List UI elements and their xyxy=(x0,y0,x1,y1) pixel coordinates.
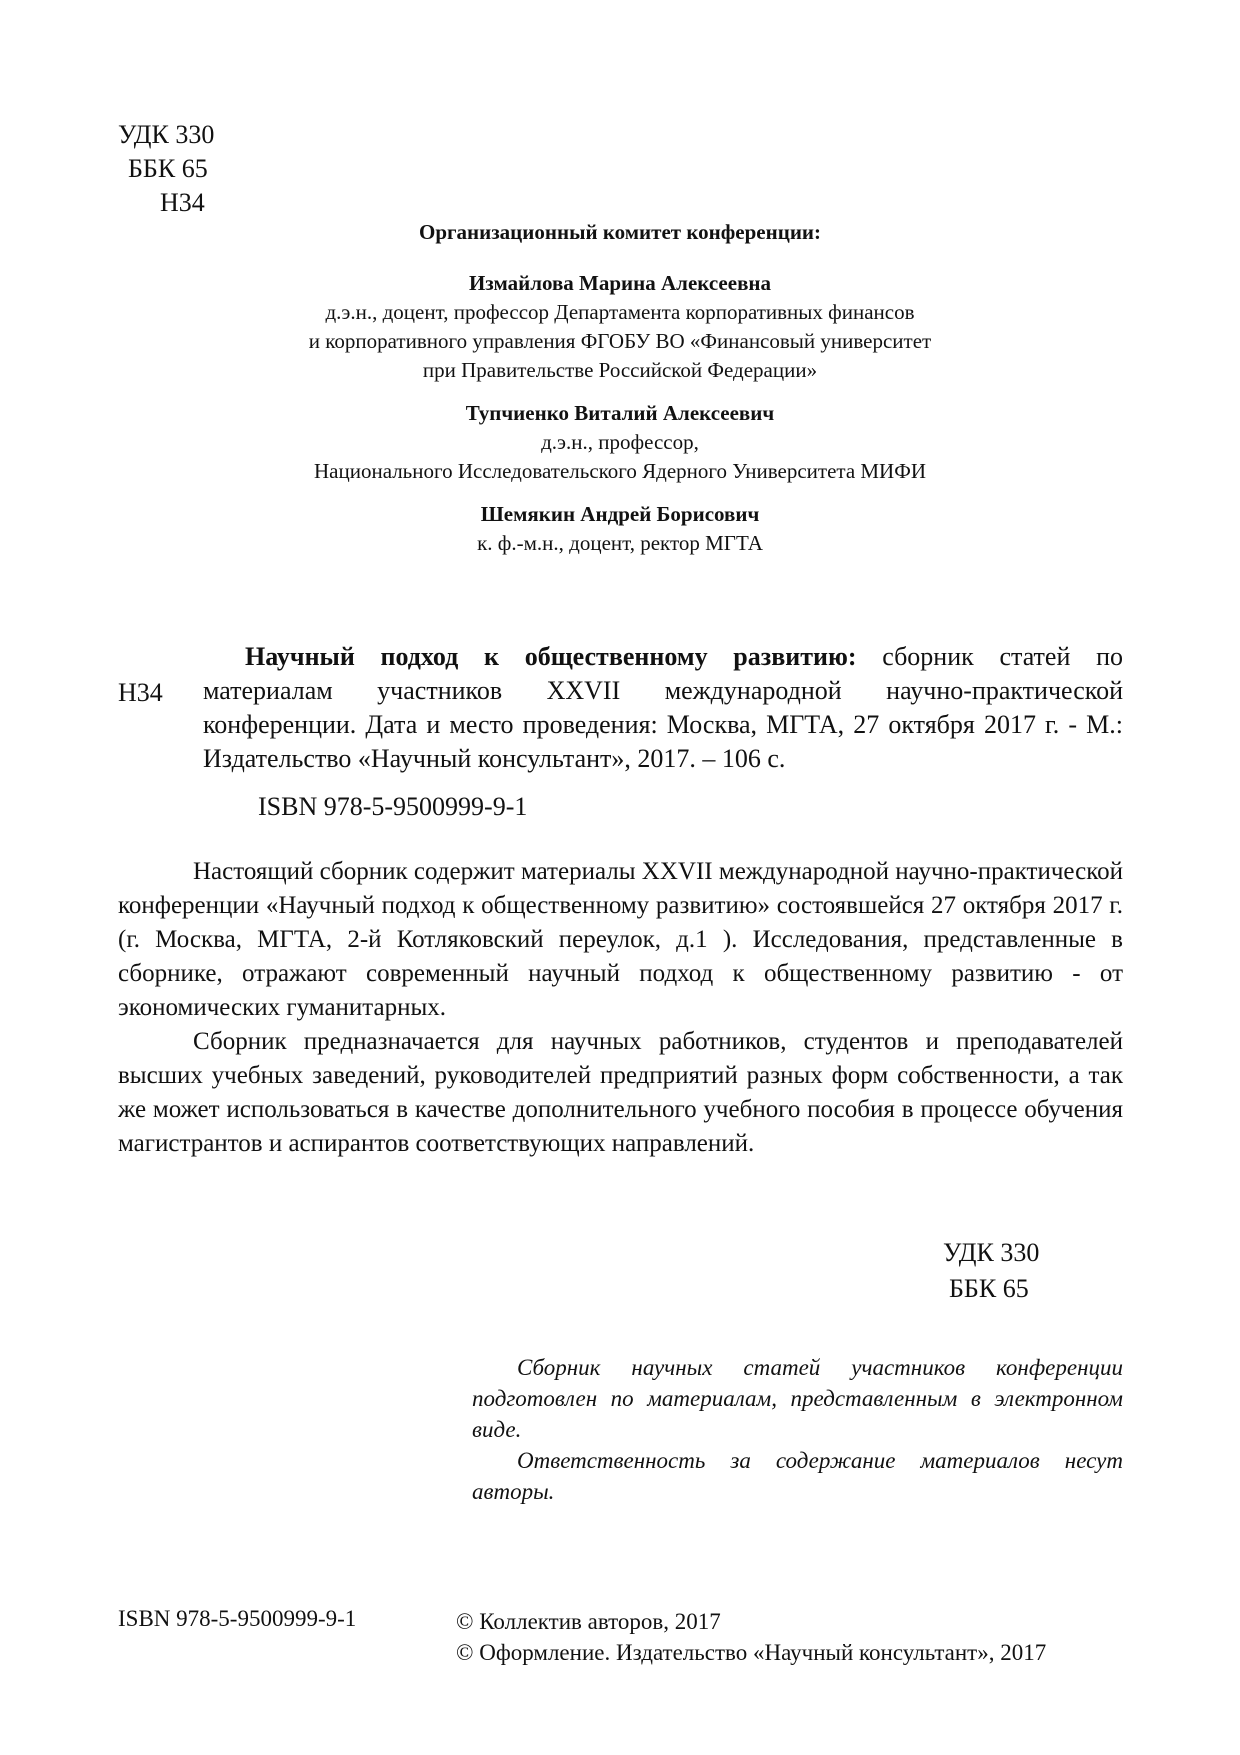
udk-code: УДК 330 xyxy=(943,1238,1040,1267)
member-affiliation-line: и корпоративного управления ФГОБУ ВО «Финансовый университет xyxy=(308,329,932,353)
footer-isbn: ISBN 978-5-9500999-9-1 xyxy=(118,1606,357,1631)
committee-member xyxy=(200,500,1040,558)
member-affiliation-line: Национального Исследовательского Ядерного Университета МИФИ xyxy=(314,459,926,483)
committee-member xyxy=(200,399,1040,486)
member-name: Тупчиенко Виталий Алексеевич xyxy=(465,401,775,425)
note-paragraph: Ответственность за содержание материалов несут авторы. xyxy=(472,1448,1123,1504)
bbk-code: ББК 65 xyxy=(949,1274,1029,1303)
bbk-code: ББК 65 xyxy=(128,154,208,183)
editorial-note xyxy=(472,1352,1123,1507)
organizing-committee xyxy=(200,218,1040,572)
annotation xyxy=(118,855,1123,1161)
bibliographic-record xyxy=(203,640,1123,776)
committee-heading: Организационный комитет конференции: xyxy=(418,220,822,244)
copyright-design: © Оформление. Издательство «Научный консультант», 2017 xyxy=(456,1640,1047,1665)
bottom-classification-codes xyxy=(943,1235,1039,1307)
member-affiliation-line: д.э.н., профессор, xyxy=(541,430,699,454)
top-classification-codes xyxy=(118,118,214,220)
udk-code: УДК 330 xyxy=(118,120,215,149)
copyright-authors: © Коллектив авторов, 2017 xyxy=(456,1609,721,1634)
bibliographic-description: сборник статей по материалам участников XXVII международной научно-практической конференции. Дата и место проведения: Москва, МГТА, 27 октября 2017 г. - М.: Издательство «Научный консультант», 2017. – 106 с. xyxy=(203,642,1123,773)
collection-title: Научный подход к общественному развитию: xyxy=(245,642,857,671)
member-name: Шемякин Андрей Борисович xyxy=(480,502,760,526)
author-mark: Н34 xyxy=(160,188,205,217)
annotation-paragraph: Сборник предназначается для научных работников, студентов и преподавателей высших учебных заведений, руководителей предприятий разных форм собственности, а так же может использоваться в качестве дополнительного учебного пособия в процессе обучения магистрантов и аспирантов соответствующих направлений. xyxy=(118,1028,1123,1157)
biblio-author-mark: Н34 xyxy=(118,678,163,707)
member-name: Измайлова Марина Алексеевна xyxy=(468,271,772,295)
note-paragraph: Сборник научных статей участников конференции подготовлен по материалам, представленным в электронном виде. xyxy=(472,1355,1123,1442)
member-affiliation-line: к. ф.-м.н., доцент, ректор МГТА xyxy=(477,531,763,555)
isbn-line: ISBN 978-5-9500999-9-1 xyxy=(258,792,528,821)
member-affiliation-line: при Правительстве Российской Федерации» xyxy=(422,358,818,382)
committee-member xyxy=(200,269,1040,385)
member-affiliation-line: д.э.н., доцент, профессор Департамента корпоративных финансов xyxy=(325,300,915,324)
annotation-paragraph: Настоящий сборник содержит материалы XXVII международной научно-практической конференции «Научный подход к общественному развитию» состоявшейся 27 октября 2017 г. (г. Москва, МГТА, 2-й Котляковский переулок, д.1 ). Исследования, представленные в сборнике, отражают современный научный подход к общественному развитию - от экономических гуманитарных. xyxy=(118,858,1123,1021)
copyright-block xyxy=(456,1606,1046,1668)
